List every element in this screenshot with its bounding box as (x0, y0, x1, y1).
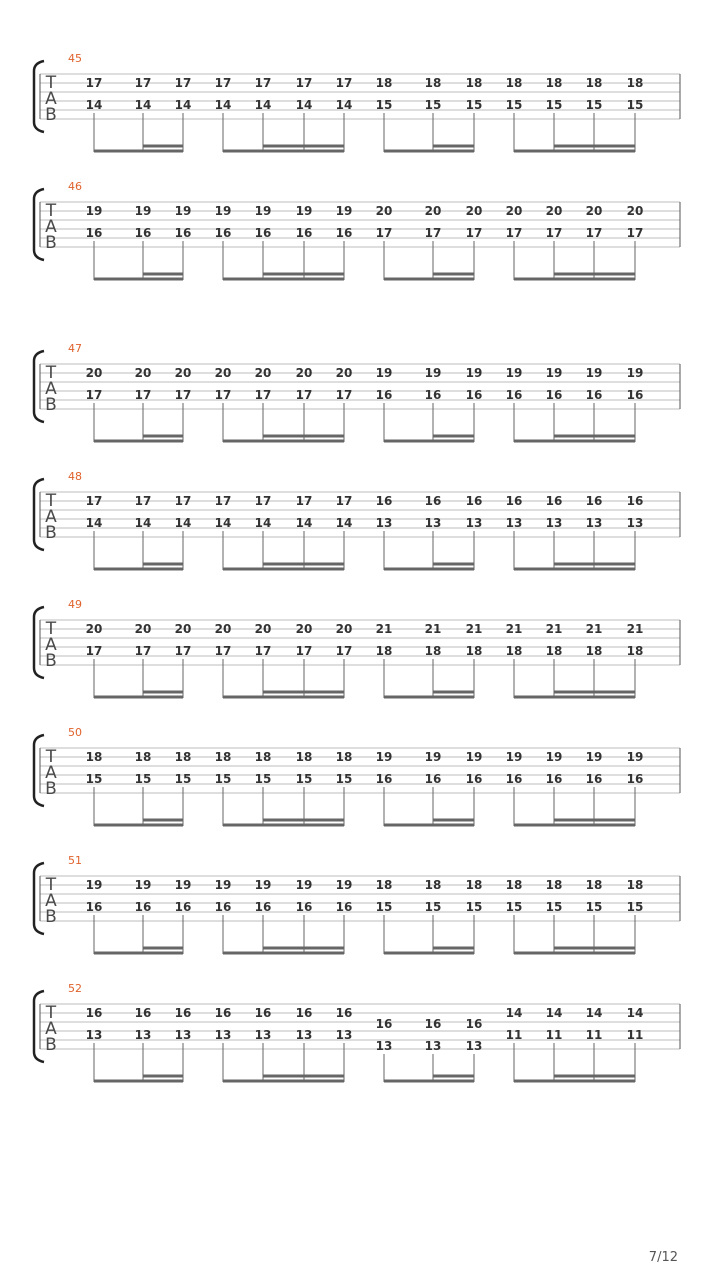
fret-number: 17 (254, 494, 272, 508)
fret-number: 20 (545, 204, 563, 218)
fret-number: 19 (375, 366, 393, 380)
fret-number: 16 (335, 226, 353, 240)
fret-number: 13 (295, 1028, 313, 1042)
fret-number: 20 (214, 622, 232, 636)
fret-number: 19 (465, 366, 483, 380)
fret-number: 16 (85, 900, 103, 914)
tab-clef-letter: B (45, 1035, 57, 1055)
fret-number: 18 (505, 878, 523, 892)
system-bracket (34, 863, 44, 934)
fret-number: 16 (295, 900, 313, 914)
fret-number: 14 (214, 516, 232, 530)
fret-number: 14 (134, 516, 152, 530)
fret-number: 18 (174, 750, 192, 764)
fret-number: 19 (424, 366, 442, 380)
fret-number: 14 (254, 98, 272, 112)
fret-number: 19 (214, 204, 232, 218)
fret-number: 17 (85, 494, 103, 508)
fret-number: 15 (465, 98, 483, 112)
fret-number: 17 (375, 226, 393, 240)
fret-number: 20 (335, 366, 353, 380)
measure-number: 51 (68, 854, 82, 867)
fret-number: 15 (214, 772, 232, 786)
fret-number: 19 (335, 878, 353, 892)
fret-number: 14 (335, 98, 353, 112)
tab-clef-letter: A (45, 891, 57, 911)
tab-clef-letter: T (45, 1003, 57, 1023)
measure-number: 48 (68, 470, 82, 483)
fret-number: 16 (626, 388, 644, 402)
fret-number: 13 (254, 1028, 272, 1042)
measure-number: 50 (68, 726, 82, 739)
fret-number: 18 (375, 644, 393, 658)
fret-number: 17 (335, 644, 353, 658)
fret-number: 18 (375, 878, 393, 892)
fret-number: 20 (254, 622, 272, 636)
system-bracket (34, 61, 44, 132)
fret-number: 17 (465, 226, 483, 240)
fret-number: 21 (505, 622, 523, 636)
fret-number: 19 (85, 204, 103, 218)
fret-number: 13 (335, 1028, 353, 1042)
fret-number: 15 (626, 98, 644, 112)
fret-number: 20 (626, 204, 644, 218)
fret-number: 14 (134, 98, 152, 112)
fret-number: 17 (295, 644, 313, 658)
fret-number: 16 (465, 494, 483, 508)
fret-number: 13 (585, 516, 603, 530)
fret-number: 21 (585, 622, 603, 636)
fret-number: 15 (424, 900, 442, 914)
fret-number: 15 (585, 98, 603, 112)
fret-number: 14 (174, 98, 192, 112)
fret-number: 14 (295, 516, 313, 530)
fret-number: 18 (505, 644, 523, 658)
fret-number: 16 (254, 1006, 272, 1020)
fret-number: 16 (254, 226, 272, 240)
fret-number: 17 (214, 494, 232, 508)
tab-clef-letter: A (45, 217, 57, 237)
fret-number: 16 (424, 1017, 442, 1031)
fret-number: 16 (335, 1006, 353, 1020)
tab-clef-letter: T (45, 619, 57, 639)
fret-number: 18 (375, 76, 393, 90)
tab-clef-letter: T (45, 491, 57, 511)
fret-number: 17 (335, 388, 353, 402)
fret-number: 13 (424, 516, 442, 530)
fret-number: 19 (545, 366, 563, 380)
fret-number: 14 (85, 516, 103, 530)
fret-number: 11 (505, 1028, 523, 1042)
fret-number: 18 (134, 750, 152, 764)
measure-number: 46 (68, 180, 82, 193)
fret-number: 17 (254, 76, 272, 90)
tab-clef-letter: A (45, 1019, 57, 1039)
fret-number: 18 (585, 878, 603, 892)
fret-number: 20 (174, 366, 192, 380)
fret-number: 19 (295, 204, 313, 218)
fret-number: 18 (465, 76, 483, 90)
fret-number: 19 (214, 878, 232, 892)
fret-number: 16 (505, 494, 523, 508)
tab-clef-letter: T (45, 73, 57, 93)
fret-number: 15 (424, 98, 442, 112)
fret-number: 18 (424, 644, 442, 658)
fret-number: 16 (254, 900, 272, 914)
fret-number: 17 (174, 644, 192, 658)
fret-number: 19 (134, 204, 152, 218)
fret-number: 20 (505, 204, 523, 218)
fret-number: 19 (335, 204, 353, 218)
fret-number: 16 (375, 1017, 393, 1031)
fret-number: 16 (134, 226, 152, 240)
fret-number: 13 (174, 1028, 192, 1042)
measure-number: 47 (68, 342, 82, 355)
fret-number: 21 (545, 622, 563, 636)
fret-number: 18 (585, 76, 603, 90)
fret-number: 14 (254, 516, 272, 530)
fret-number: 18 (295, 750, 313, 764)
fret-number: 13 (134, 1028, 152, 1042)
fret-number: 16 (424, 772, 442, 786)
fret-number: 16 (375, 388, 393, 402)
fret-number: 13 (626, 516, 644, 530)
fret-number: 14 (545, 1006, 563, 1020)
fret-number: 15 (174, 772, 192, 786)
fret-number: 19 (254, 878, 272, 892)
fret-number: 16 (295, 226, 313, 240)
fret-number: 16 (424, 494, 442, 508)
fret-number: 19 (174, 878, 192, 892)
fret-number: 15 (335, 772, 353, 786)
fret-number: 17 (214, 76, 232, 90)
fret-number: 13 (465, 516, 483, 530)
fret-number: 20 (134, 622, 152, 636)
fret-number: 18 (254, 750, 272, 764)
fret-number: 18 (424, 76, 442, 90)
fret-number: 19 (465, 750, 483, 764)
tab-clef-letter: B (45, 523, 57, 543)
fret-number: 16 (465, 388, 483, 402)
fret-number: 17 (295, 76, 313, 90)
fret-number: 20 (295, 622, 313, 636)
fret-number: 21 (424, 622, 442, 636)
fret-number: 13 (375, 516, 393, 530)
fret-number: 20 (424, 204, 442, 218)
fret-number: 17 (295, 388, 313, 402)
fret-number: 16 (626, 494, 644, 508)
fret-number: 13 (545, 516, 563, 530)
fret-number: 18 (424, 878, 442, 892)
fret-number: 16 (505, 772, 523, 786)
fret-number: 17 (174, 494, 192, 508)
fret-number: 16 (174, 226, 192, 240)
fret-number: 16 (505, 388, 523, 402)
system-bracket (34, 991, 44, 1062)
fret-number: 16 (134, 900, 152, 914)
fret-number: 14 (505, 1006, 523, 1020)
tab-clef-letter: B (45, 907, 57, 927)
fret-number: 16 (214, 900, 232, 914)
fret-number: 16 (585, 494, 603, 508)
system-bracket (34, 189, 44, 260)
fret-number: 16 (465, 1017, 483, 1031)
fret-number: 17 (335, 76, 353, 90)
fret-number: 16 (214, 1006, 232, 1020)
fret-number: 18 (214, 750, 232, 764)
fret-number: 15 (134, 772, 152, 786)
measure-number: 52 (68, 982, 82, 995)
fret-number: 17 (585, 226, 603, 240)
fret-number: 15 (545, 98, 563, 112)
fret-number: 20 (585, 204, 603, 218)
fret-number: 16 (335, 900, 353, 914)
tab-clef-letter: A (45, 379, 57, 399)
fret-number: 17 (134, 388, 152, 402)
fret-number: 17 (134, 644, 152, 658)
fret-number: 20 (85, 622, 103, 636)
tab-clef-letter: A (45, 763, 57, 783)
fret-number: 16 (214, 226, 232, 240)
fret-number: 15 (375, 900, 393, 914)
tab-clef-letter: B (45, 395, 57, 415)
fret-number: 20 (465, 204, 483, 218)
fret-number: 19 (585, 366, 603, 380)
fret-number: 18 (545, 76, 563, 90)
fret-number: 15 (254, 772, 272, 786)
fret-number: 18 (335, 750, 353, 764)
fret-number: 17 (174, 388, 192, 402)
system-bracket (34, 735, 44, 806)
fret-number: 15 (85, 772, 103, 786)
fret-number: 20 (174, 622, 192, 636)
fret-number: 17 (134, 76, 152, 90)
fret-number: 18 (626, 878, 644, 892)
fret-number: 14 (335, 516, 353, 530)
fret-number: 16 (545, 388, 563, 402)
fret-number: 17 (214, 388, 232, 402)
fret-number: 19 (626, 366, 644, 380)
fret-number: 14 (626, 1006, 644, 1020)
fret-number: 13 (214, 1028, 232, 1042)
fret-number: 19 (424, 750, 442, 764)
fret-number: 20 (295, 366, 313, 380)
fret-number: 19 (134, 878, 152, 892)
fret-number: 16 (174, 900, 192, 914)
fret-number: 15 (585, 900, 603, 914)
tab-clef-letter: B (45, 779, 57, 799)
fret-number: 21 (375, 622, 393, 636)
fret-number: 17 (85, 644, 103, 658)
fret-number: 15 (505, 98, 523, 112)
measure-number: 45 (68, 52, 82, 65)
fret-number: 19 (626, 750, 644, 764)
tab-clef-letter: A (45, 89, 57, 109)
fret-number: 16 (585, 388, 603, 402)
fret-number: 18 (505, 76, 523, 90)
fret-number: 17 (505, 226, 523, 240)
tab-clef-letter: A (45, 635, 57, 655)
fret-number: 15 (375, 98, 393, 112)
tab-clef-letter: T (45, 201, 57, 221)
fret-number: 13 (375, 1039, 393, 1053)
tab-clef-letter: B (45, 233, 57, 253)
tab-clef-letter: T (45, 747, 57, 767)
fret-number: 18 (465, 878, 483, 892)
fret-number: 13 (465, 1039, 483, 1053)
fret-number: 14 (214, 98, 232, 112)
fret-number: 13 (505, 516, 523, 530)
fret-number: 17 (85, 76, 103, 90)
system-bracket (34, 479, 44, 550)
fret-number: 19 (174, 204, 192, 218)
fret-number: 17 (335, 494, 353, 508)
fret-number: 16 (375, 772, 393, 786)
fret-number: 19 (85, 878, 103, 892)
fret-number: 17 (626, 226, 644, 240)
fret-number: 20 (85, 366, 103, 380)
fret-number: 15 (545, 900, 563, 914)
tab-clef-letter: A (45, 507, 57, 527)
fret-number: 20 (134, 366, 152, 380)
fret-number: 21 (626, 622, 644, 636)
fret-number: 16 (585, 772, 603, 786)
fret-number: 21 (465, 622, 483, 636)
tab-clef-letter: B (45, 105, 57, 125)
fret-number: 16 (85, 1006, 103, 1020)
fret-number: 18 (626, 76, 644, 90)
fret-number: 17 (174, 76, 192, 90)
fret-number: 17 (545, 226, 563, 240)
fret-number: 17 (424, 226, 442, 240)
fret-number: 15 (465, 900, 483, 914)
fret-number: 20 (254, 366, 272, 380)
fret-number: 17 (85, 388, 103, 402)
fret-number: 15 (295, 772, 313, 786)
fret-number: 17 (214, 644, 232, 658)
fret-number: 14 (85, 98, 103, 112)
fret-number: 20 (214, 366, 232, 380)
fret-number: 18 (85, 750, 103, 764)
fret-number: 19 (585, 750, 603, 764)
fret-number: 17 (295, 494, 313, 508)
fret-number: 13 (424, 1039, 442, 1053)
fret-number: 16 (626, 772, 644, 786)
fret-number: 18 (585, 644, 603, 658)
fret-number: 20 (375, 204, 393, 218)
tab-clef-letter: B (45, 651, 57, 671)
fret-number: 16 (174, 1006, 192, 1020)
fret-number: 16 (424, 388, 442, 402)
fret-number: 15 (505, 900, 523, 914)
fret-number: 17 (134, 494, 152, 508)
fret-number: 16 (545, 494, 563, 508)
fret-number: 14 (174, 516, 192, 530)
fret-number: 17 (254, 644, 272, 658)
fret-number: 19 (254, 204, 272, 218)
page-number: 7/12 (648, 1250, 678, 1265)
fret-number: 19 (545, 750, 563, 764)
fret-number: 14 (585, 1006, 603, 1020)
fret-number: 11 (545, 1028, 563, 1042)
fret-number: 18 (465, 644, 483, 658)
measure-number: 49 (68, 598, 82, 611)
fret-number: 13 (85, 1028, 103, 1042)
system-bracket (34, 351, 44, 422)
fret-number: 18 (626, 644, 644, 658)
fret-number: 16 (465, 772, 483, 786)
system-bracket (34, 607, 44, 678)
fret-number: 16 (295, 1006, 313, 1020)
fret-number: 15 (626, 900, 644, 914)
fret-number: 16 (375, 494, 393, 508)
fret-number: 18 (545, 878, 563, 892)
fret-number: 14 (295, 98, 313, 112)
fret-number: 16 (545, 772, 563, 786)
fret-number: 17 (254, 388, 272, 402)
fret-number: 18 (545, 644, 563, 658)
fret-number: 20 (335, 622, 353, 636)
tab-clef-letter: T (45, 363, 57, 383)
fret-number: 16 (85, 226, 103, 240)
fret-number: 19 (375, 750, 393, 764)
fret-number: 19 (505, 366, 523, 380)
fret-number: 11 (626, 1028, 644, 1042)
fret-number: 11 (585, 1028, 603, 1042)
tab-clef-letter: T (45, 875, 57, 895)
fret-number: 19 (295, 878, 313, 892)
fret-number: 19 (505, 750, 523, 764)
fret-number: 16 (134, 1006, 152, 1020)
